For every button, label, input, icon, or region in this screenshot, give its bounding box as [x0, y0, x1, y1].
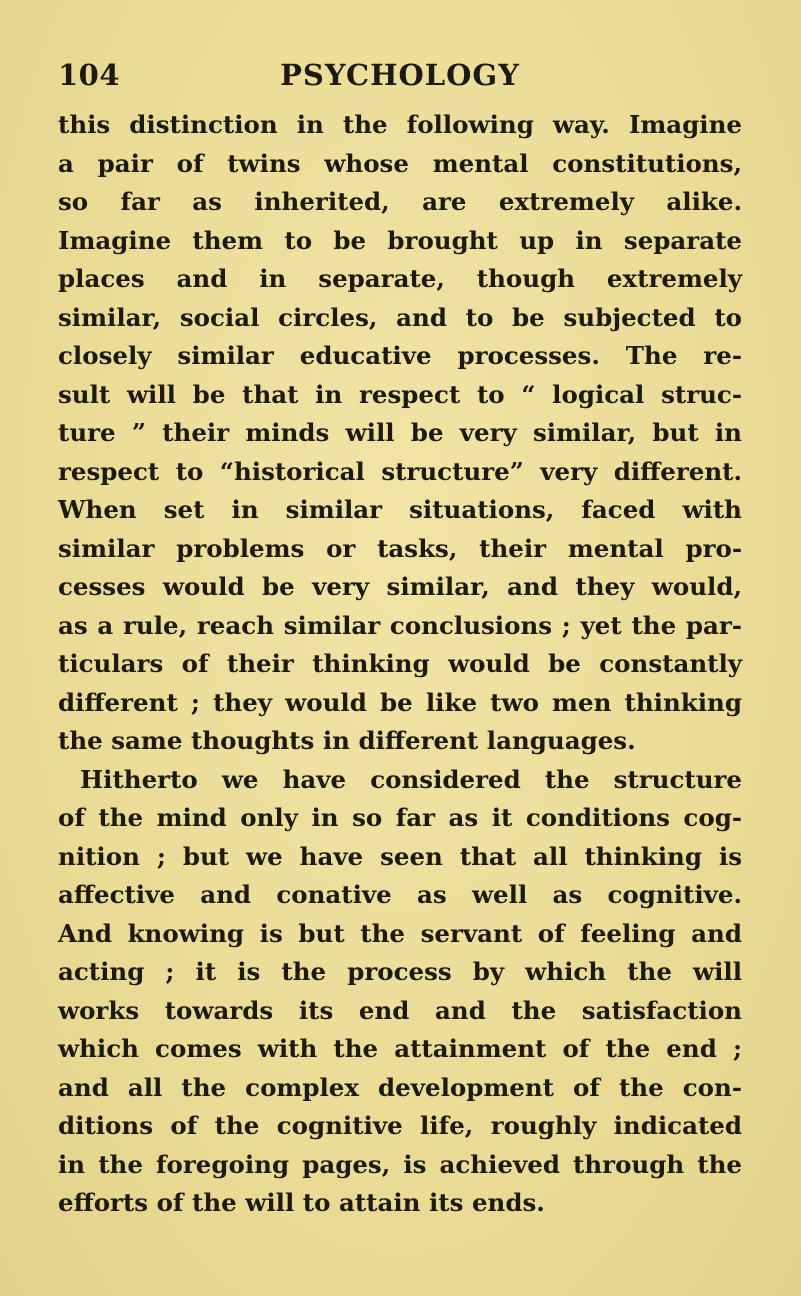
- text-line: acting ; it is the process by which the will: [58, 957, 742, 986]
- text-line: places and in separate, though extremely: [58, 264, 742, 293]
- text-line: similar problems or tasks, their mental pro-: [58, 533, 742, 563]
- text-line: affective and conative as well as cognitive.: [58, 880, 742, 909]
- page-number: 104: [58, 58, 121, 92]
- text-line: in the foregoing pages, is achieved through the: [58, 1149, 742, 1179]
- text-line: Imagine them to be brought up in separate: [58, 225, 742, 255]
- text-line: ture ” their minds will be very similar, but in: [58, 418, 742, 447]
- text-line: ticulars of their thinking would be constantly: [58, 649, 742, 678]
- text-line: so far as inherited, are extremely alike.: [58, 187, 742, 216]
- text-line: and all the complex development of the con-: [58, 1072, 742, 1102]
- text-line-paragraph-end: efforts of the will to attain its ends.: [58, 1188, 545, 1217]
- text-line-paragraph-end: the same thoughts in different languages.: [58, 726, 636, 755]
- text-line-paragraph-start: Hitherto we have considered the structure: [80, 764, 742, 794]
- text-line: similar, social circles, and to be subjected to: [58, 302, 742, 332]
- text-line: And knowing is but the servant of feeling and: [58, 918, 742, 948]
- text-line: which comes with the attainment of the end ;: [58, 1034, 742, 1063]
- text-line: nition ; but we have seen that all thinking is: [58, 841, 742, 871]
- text-line: this distinction in the following way. Imagine: [58, 110, 742, 139]
- text-line: different ; they would be like two men thinking: [58, 687, 742, 717]
- running-title: PSYCHOLOGY: [280, 58, 520, 92]
- text-line: of the mind only in so far as it conditions cog-: [58, 803, 742, 832]
- text-line: When set in similar situations, faced with: [58, 495, 742, 524]
- running-head: [58, 52, 742, 102]
- book-page: [58, 52, 742, 1223]
- text-line: as a rule, reach similar conclusions ; yet the par-: [58, 610, 742, 640]
- body-text: [58, 106, 742, 1223]
- text-line: works towards its end and the satisfaction: [58, 995, 742, 1025]
- text-line: closely similar educative processes. The re-: [58, 341, 742, 370]
- text-line: ditions of the cognitive life, roughly indicated: [58, 1111, 742, 1140]
- text-line: cesses would be very similar, and they would,: [58, 572, 742, 601]
- text-line: a pair of twins whose mental constitutions,: [58, 148, 742, 178]
- text-line: respect to “historical structure” very different.: [58, 456, 742, 486]
- text-line: sult will be that in respect to “ logical struc-: [58, 379, 742, 409]
